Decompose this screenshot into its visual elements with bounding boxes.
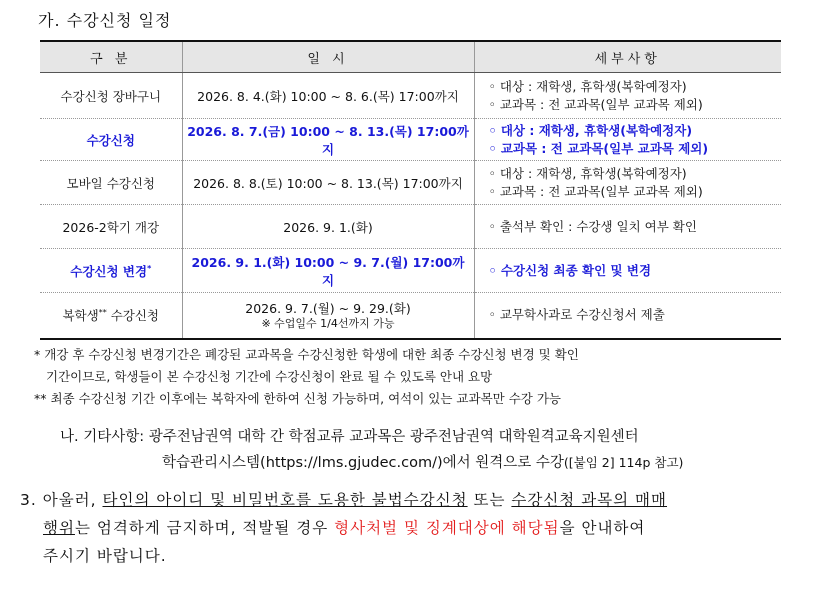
warning-paragraph bbox=[20, 486, 667, 570]
row-datetime: 2026. 9. 1.(화) 10:00 ~ 9. 7.(월) 17:00까지 bbox=[182, 249, 474, 293]
row-datetime: 2026. 8. 7.(금) 10:00 ~ 8. 13.(목) 17:00까지 bbox=[182, 119, 474, 161]
footnote-marker: * bbox=[147, 263, 152, 273]
row-details bbox=[474, 249, 781, 293]
warning-prefix: 3. 아울러, bbox=[20, 491, 103, 509]
table-row bbox=[40, 161, 781, 205]
penalty-text: 형사처벌 및 징계대상에 해당됨 bbox=[334, 519, 560, 537]
table-row bbox=[40, 249, 781, 293]
table-row bbox=[40, 73, 781, 119]
detail-line: ◦ 교과목 : 전 교과목(일부 교과목 제외) bbox=[488, 140, 709, 156]
table-header-row bbox=[40, 41, 781, 73]
detail-line: ◦ 교과목 : 전 교과목(일부 교과목 제외) bbox=[488, 96, 703, 112]
row-category: 수강신청 장바구니 bbox=[40, 73, 182, 119]
section-heading: 가. 수강신청 일정 bbox=[38, 11, 172, 30]
other-matters-line1: 나. 기타사항: 광주전남권역 대학 간 학점교류 교과목은 광주전남권역 대학원격교육지원센터 bbox=[60, 429, 639, 445]
warning-line3: 주시기 바랍니다. bbox=[43, 547, 167, 565]
appendix-ref: ([붙임 2] 114p 참고) bbox=[563, 455, 684, 470]
warning-suffix: 을 안내하여 bbox=[559, 519, 646, 537]
detail-line: ◦ 수강신청 최종 확인 및 변경 bbox=[488, 262, 652, 278]
footnote-marker: ** bbox=[98, 308, 107, 318]
table-row bbox=[40, 205, 781, 249]
header-datetime: 일 시 bbox=[182, 41, 474, 73]
course-trading-text: 수강신청 과목의 매매 bbox=[511, 491, 668, 509]
detail-line: ◦ 대상 : 재학생, 휴학생(복학예정자) bbox=[488, 78, 687, 94]
row-details bbox=[474, 73, 781, 119]
course-trading-text-cont: 행위 bbox=[43, 519, 75, 537]
detail-line: ◦ 출석부 확인 : 수강생 일치 여부 확인 bbox=[488, 218, 697, 234]
detail-line: ◦ 교과목 : 전 교과목(일부 교과목 제외) bbox=[488, 183, 703, 199]
row-details bbox=[474, 205, 781, 249]
schedule-table bbox=[40, 40, 781, 340]
header-details: 세부사항 bbox=[474, 41, 781, 73]
row-details bbox=[474, 161, 781, 205]
lms-text: 학습관리시스템(https://lms.gjudec.com/)에서 원격으로 수강 bbox=[162, 455, 564, 471]
row-datetime bbox=[182, 293, 474, 339]
detail-line: ◦ 교무학사과로 수강신청서 제출 bbox=[488, 307, 665, 323]
table-row bbox=[40, 119, 781, 161]
footnote-1: * 개강 후 수강신청 변경기간은 폐강된 교과목을 수강신청한 학생에 대한 최종 수강신청 변경 및 확인 bbox=[34, 347, 579, 362]
detail-line: ◦ 대상 : 재학생, 휴학생(복학예정자) bbox=[488, 122, 693, 138]
footnote-2: ** 최종 수강신청 기간 이후에는 복학자에 한하여 신청 가능하며, 여석이 있는 교과목만 수강 가능 bbox=[34, 391, 561, 406]
row-category: 수강신청 bbox=[40, 119, 182, 161]
warning-line1 bbox=[20, 486, 667, 514]
row-details bbox=[474, 119, 781, 161]
row-category bbox=[40, 249, 182, 293]
warning-mid: 는 엄격하게 금지하며, 적발될 경우 bbox=[74, 519, 335, 537]
category-suffix: 수강신청 bbox=[106, 308, 159, 324]
category-text: 수강신청 변경 bbox=[70, 263, 148, 279]
table-row bbox=[40, 293, 781, 339]
row-category: 2026-2학기 개강 bbox=[40, 205, 182, 249]
warning-line2 bbox=[20, 514, 667, 542]
other-matters-line2 bbox=[60, 450, 683, 476]
row-datetime: 2026. 8. 8.(토) 10:00 ~ 8. 13.(목) 17:00까지 bbox=[182, 161, 474, 205]
detail-line: ◦ 대상 : 재학생, 휴학생(복학예정자) bbox=[488, 165, 687, 181]
illegal-registration-text: 타인의 아이디 및 비밀번호를 도용한 불법수강신청 bbox=[102, 491, 468, 509]
footnote-1-cont: 기간이므로, 학생들이 본 수강신청 기간에 수강신청이 완료 될 수 있도록 안내 요망 bbox=[46, 369, 493, 384]
footnotes bbox=[34, 344, 794, 410]
row-category bbox=[40, 293, 182, 339]
row-category: 모바일 수강신청 bbox=[40, 161, 182, 205]
category-text: 복학생 bbox=[62, 308, 99, 324]
datetime-note: ※ 수업일수 1/4선까지 가능 bbox=[261, 317, 395, 331]
warning-conj: 또는 bbox=[467, 491, 512, 509]
header-category: 구 분 bbox=[40, 41, 182, 73]
datetime-text: 2026. 9. 7.(월) ~ 9. 29.(화) bbox=[245, 301, 411, 317]
row-details bbox=[474, 293, 781, 339]
row-datetime: 2026. 9. 1.(화) bbox=[182, 205, 474, 249]
other-matters bbox=[60, 424, 683, 476]
row-datetime: 2026. 8. 4.(화) 10:00 ~ 8. 6.(목) 17:00까지 bbox=[182, 73, 474, 119]
